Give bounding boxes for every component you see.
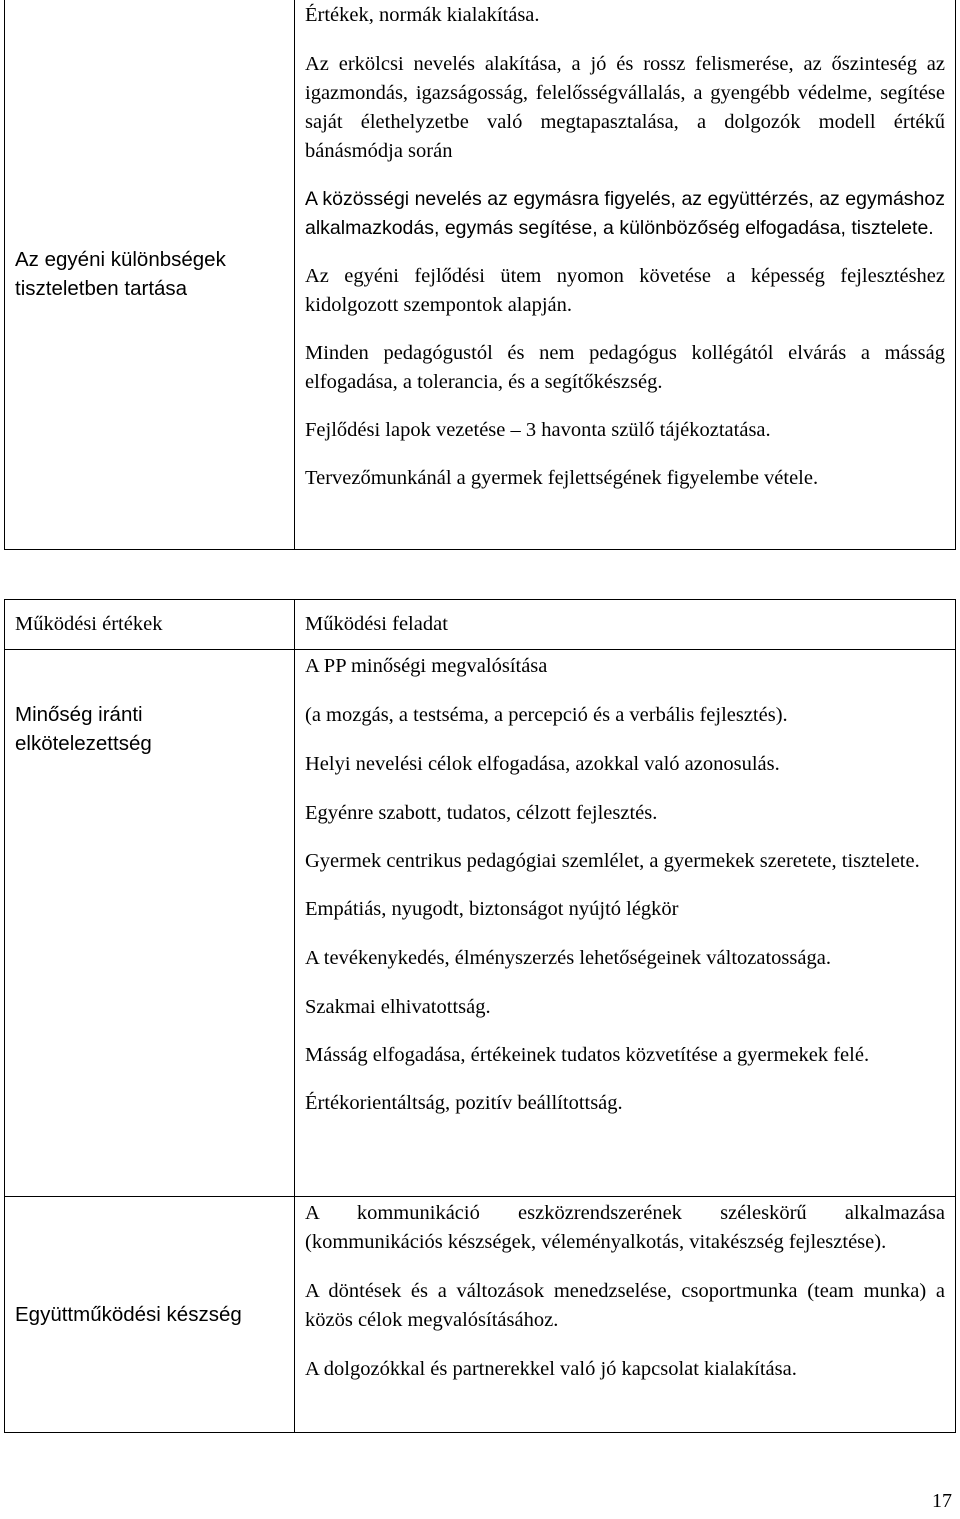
header-values: Működési értékek [15, 613, 163, 635]
paragraph: A közösségi nevelés az egymásra figyelés, az együttérzés, az egymáshoz alkalmazkodás, egymás segítése, a különbözőség elfogadása, tisztelete. [305, 188, 945, 239]
row-label-cell [5, 650, 295, 1197]
row-label: Minőség iránti elkötelezettség [15, 703, 152, 755]
paragraph: Egyénre szabott, tudatos, célzott fejlesztés. [305, 802, 658, 824]
paragraph: Szakmai elhivatottság. [305, 996, 491, 1018]
paragraph: Minden pedagógustól és nem pedagógus kollégától elvárás a másság elfogadása, a tolerancia, és a segítőkészség. [305, 342, 945, 393]
paragraph: (a mozgás, a testséma, a percepció és a verbális fejlesztés). [305, 704, 788, 726]
paragraph: Fejlődési lapok vezetése – 3 havonta szülő tájékoztatása. [305, 419, 771, 441]
content-cell [295, 0, 956, 550]
values-table-top [4, 0, 956, 550]
paragraph: Az erkölcsi nevelés alakítása, a jó és rossz felismerése, az őszinteség az igazmondás, igazságosság, felelősségvállalás, a gyengébb védelme, segítése saját élethelyzetbe való megtapasztalása, a dolgozók modell értékű bánásmódja során [305, 53, 945, 162]
paragraph: A kommunikáció eszközrendszerének széleskörű alkalmazása (kommunikációs készségek, véleményalkotás, vitakészség fejlesztése). [305, 1202, 945, 1253]
paragraph: A PP minőségi megvalósítása [305, 655, 548, 677]
table-row [5, 1197, 956, 1433]
table-row [5, 0, 956, 550]
row-label: Együttműködési készség [15, 1303, 242, 1326]
paragraph: Tervezőmunkánál a gyermek fejlettségének figyelembe vétele. [305, 467, 819, 489]
header-cell-tasks [295, 600, 956, 650]
paragraph: Értékorientáltság, pozitív beállítottság. [305, 1092, 623, 1114]
table-row [5, 650, 956, 1197]
row-label-cell [5, 1197, 295, 1433]
table-header-row [5, 600, 956, 650]
content-cell [295, 650, 956, 1197]
paragraph: A dolgozókkal és partnerekkel való jó kapcsolat kialakítása. [305, 1358, 797, 1380]
values-table-bottom [4, 599, 956, 1433]
paragraph: A tevékenykedés, élményszerzés lehetőségeinek változatossága. [305, 947, 831, 969]
paragraph: Helyi nevelési célok elfogadása, azokkal való azonosulás. [305, 753, 780, 775]
content-cell [295, 1197, 956, 1433]
header-tasks: Működési feladat [305, 613, 448, 635]
row-label-cell [5, 0, 295, 550]
paragraph: Az egyéni fejlődési ütem nyomon követése a képesség fejlesztéshez kidolgozott szempontok alapján. [305, 265, 945, 316]
paragraph: Empátiás, nyugodt, biztonságot nyújtó légkör [305, 898, 679, 920]
header-cell-values [5, 600, 295, 650]
page-number: 17 [932, 1490, 952, 1512]
paragraph: Gyermek centrikus pedagógiai szemlélet, a gyermekek szeretete, tisztelete. [305, 850, 920, 872]
paragraph: Értékek, normák kialakítása. [305, 4, 540, 26]
paragraph: Másság elfogadása, értékeinek tudatos közvetítése a gyermekek felé. [305, 1044, 870, 1066]
row-label: Az egyéni különbségek tiszteletben tartása [15, 248, 226, 300]
paragraph: A döntések és a változások menedzselése, csoportmunka (team munka) a közös célok megvalósításához. [305, 1280, 945, 1331]
